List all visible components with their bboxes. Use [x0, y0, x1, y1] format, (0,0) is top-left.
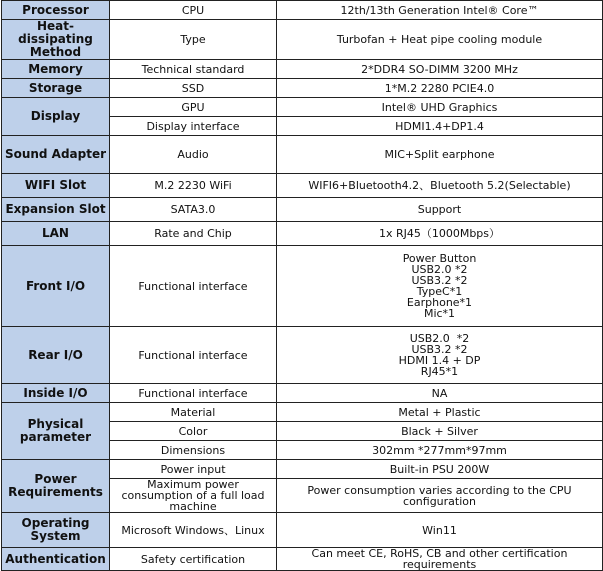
- table-row: [2, 513, 603, 548]
- spec-label: Dimensions: [110, 441, 277, 460]
- list-item: RJ45*1: [420, 365, 459, 378]
- table-row: [2, 60, 603, 79]
- spec-value: Black + Silver: [277, 422, 603, 441]
- table-row: [2, 1, 603, 20]
- spec-label: Display interface: [110, 117, 277, 136]
- table-row: [2, 79, 603, 98]
- table-row: [2, 222, 603, 246]
- spec-table: [1, 0, 603, 571]
- table-row: [2, 98, 603, 117]
- category-front-io: Front I/O: [2, 246, 110, 327]
- spec-value: Intel® UHD Graphics: [277, 98, 603, 117]
- spec-value: Win11: [277, 513, 603, 548]
- table-row: [2, 136, 603, 174]
- category-expansion-slot: Expansion Slot: [2, 198, 110, 222]
- spec-value: 2*DDR4 SO-DIMM 3200 MHz: [277, 60, 603, 79]
- spec-value: HDMI1.4+DP1.4: [277, 117, 603, 136]
- spec-label: Type: [110, 20, 277, 60]
- category-heat-dissipating-method: Heat-dissipating Method: [2, 20, 110, 60]
- spec-value: 302mm *277mm*97mm: [277, 441, 603, 460]
- spec-label: Material: [110, 403, 277, 422]
- list-item: HDMI 1.4 + DP: [398, 354, 481, 367]
- table-row: [2, 198, 603, 222]
- spec-label: Microsoft Windows、Linux: [110, 513, 277, 548]
- category-lan: LAN: [2, 222, 110, 246]
- spec-label: Safety certification: [110, 548, 277, 571]
- category-power-requirements: Power Requirements: [2, 460, 110, 513]
- spec-value: 1*M.2 2280 PCIE4.0: [277, 79, 603, 98]
- spec-label: Color: [110, 422, 277, 441]
- spec-value: Can meet CE, RoHS, CB and other certification requirements: [277, 548, 603, 571]
- spec-label: SSD: [110, 79, 277, 98]
- table-row: [2, 20, 603, 60]
- spec-value: MIC+Split earphone: [277, 136, 603, 174]
- spec-value: 1x RJ45（1000Mbps）: [277, 222, 603, 246]
- list-item: Power Button: [402, 252, 477, 265]
- spec-label: Functional interface: [110, 246, 277, 327]
- category-sound-adapter: Sound Adapter: [2, 136, 110, 174]
- category-inside-io: Inside I/O: [2, 384, 110, 403]
- list-item: Mic*1: [423, 307, 456, 320]
- list-item: USB3.2 *2: [411, 274, 468, 287]
- spec-value-list: [277, 246, 603, 327]
- table-row: [2, 384, 603, 403]
- category-memory: Memory: [2, 60, 110, 79]
- list-item: TypeC*1: [416, 285, 463, 298]
- category-physical-parameter: Physical parameter: [2, 403, 110, 460]
- category-display: Display: [2, 98, 110, 136]
- spec-label: Functional interface: [110, 327, 277, 384]
- spec-value-list: [277, 327, 603, 384]
- spec-value: Turbofan + Heat pipe cooling module: [277, 20, 603, 60]
- spec-value: 12th/13th Generation Intel® Core™: [277, 1, 603, 20]
- spec-value: Support: [277, 198, 603, 222]
- spec-label: Functional interface: [110, 384, 277, 403]
- spec-label: SATA3.0: [110, 198, 277, 222]
- table-row: [2, 460, 603, 479]
- category-rear-io: Rear I/O: [2, 327, 110, 384]
- spec-label: Maximum power consumption of a full load machine: [110, 479, 277, 513]
- spec-label: CPU: [110, 1, 277, 20]
- list-item: Earphone*1: [406, 296, 473, 309]
- spec-value: WIFI6+Bluetooth4.2、Bluetooth 5.2(Selectable): [277, 174, 603, 198]
- spec-value: Power consumption varies according to the CPU configuration: [277, 479, 603, 513]
- spec-value: Built-in PSU 200W: [277, 460, 603, 479]
- category-storage: Storage: [2, 79, 110, 98]
- list-item: USB2.0 *2: [411, 263, 468, 276]
- table-row: [2, 246, 603, 327]
- category-processor: Processor: [2, 1, 110, 20]
- list-item: USB2.0 *2: [409, 332, 470, 345]
- spec-label: Technical standard: [110, 60, 277, 79]
- category-wifi-slot: WIFI Slot: [2, 174, 110, 198]
- spec-value: NA: [277, 384, 603, 403]
- spec-label: Audio: [110, 136, 277, 174]
- spec-label: Power input: [110, 460, 277, 479]
- table-row: [2, 174, 603, 198]
- table-row: [2, 548, 603, 571]
- spec-label: GPU: [110, 98, 277, 117]
- category-authentication: Authentication: [2, 548, 110, 571]
- list-item: USB3.2 *2: [411, 343, 468, 356]
- category-operating-system: Operating System: [2, 513, 110, 548]
- spec-label: Rate and Chip: [110, 222, 277, 246]
- table-row: [2, 403, 603, 422]
- spec-label: M.2 2230 WiFi: [110, 174, 277, 198]
- table-row: [2, 327, 603, 384]
- spec-value: Metal + Plastic: [277, 403, 603, 422]
